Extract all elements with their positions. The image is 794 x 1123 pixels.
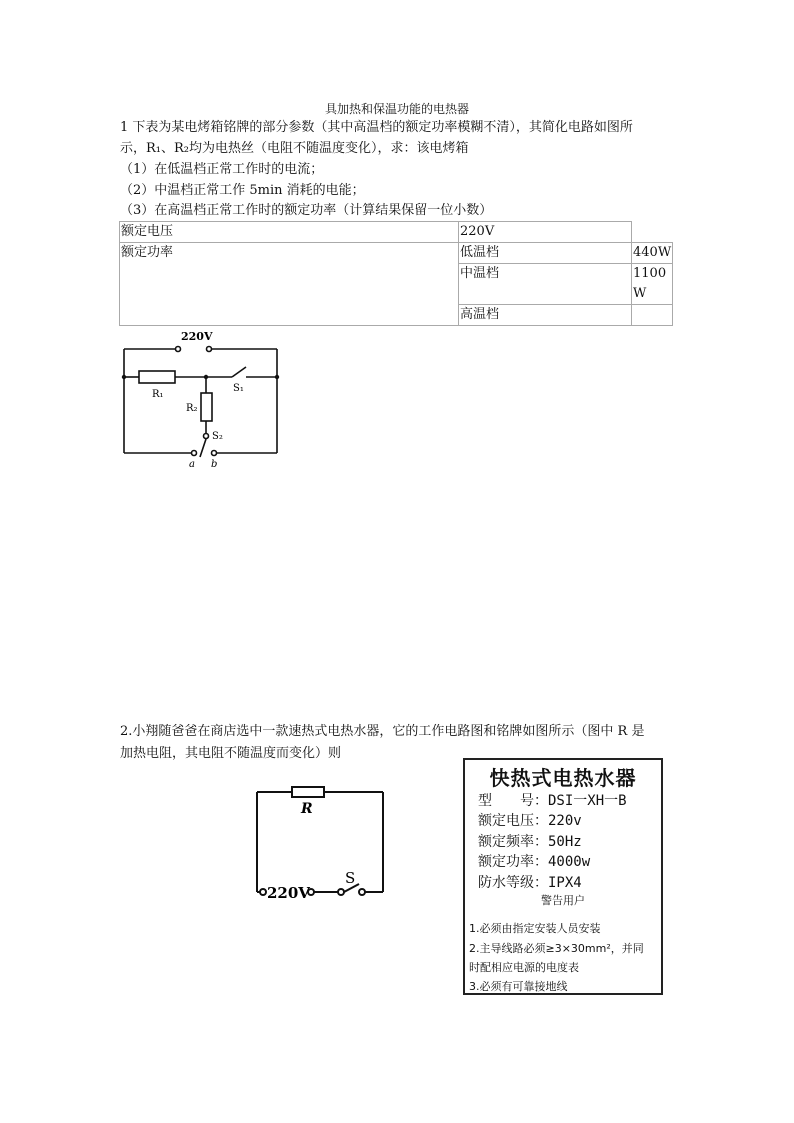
nameplate-title: 快热式电热水器 [489, 766, 637, 790]
water-heater-nameplate [463, 758, 663, 995]
q1-line1: 1 下表为某电烤箱铭牌的部分参数（其中高温档的额定功率模糊不清），其简化电路如图所 [120, 120, 633, 135]
high-gear-label: 高温档 [459, 305, 632, 326]
q1-sub3: （3）在高温档正常工作时的额定功率（计算结果保留一位小数） [120, 203, 493, 218]
mid-gear-label: 中温档 [459, 264, 632, 305]
circuit2-voltage-label: 220V [267, 884, 310, 902]
circuit2-r-label: R [301, 801, 313, 817]
circuit2-s-label: S [345, 869, 356, 887]
circuit1-b-label: b [211, 459, 218, 470]
q2-line1: 2.小翔随爸爸在商店选中一款速热式电热水器，它的工作电路图和铭牌如图所示（图中 R 是 [120, 724, 645, 739]
rated-voltage-value: 220V [459, 222, 632, 243]
circuit1-s2-label: S₂ [212, 431, 223, 442]
q1-line2: 示，R₁、R₂均为电热丝（电阻不随温度变化），求：该电烤箱 [120, 141, 469, 156]
rated-voltage-label: 额定电压 [120, 222, 459, 243]
spec-table [119, 221, 673, 326]
nameplate-model: 型 号：DSI一XH一B [478, 793, 627, 809]
nameplate-power: 额定功率：4000w [478, 854, 591, 870]
q1-sub2: （2）中温档正常工作 5min 消耗的电能； [120, 183, 365, 198]
rated-power-label: 额定功率 [120, 243, 459, 326]
low-gear-label: 低温档 [459, 243, 632, 264]
nameplate-waterproof: 防水等级：IPX4 [478, 875, 582, 891]
circuit1-r2-label: R₂ [186, 403, 198, 414]
circuit1-s1-label: S₁ [233, 383, 244, 394]
circuit-diagram-1 [115, 325, 290, 475]
page-title: 具加热和保温功能的电热器 [324, 102, 469, 116]
circuit-diagram-2 [250, 780, 410, 910]
nameplate-note-1: 1.必须由指定安装人员安装 [469, 922, 601, 935]
circuit1-r1-label: R₁ [152, 389, 164, 400]
nameplate-note-2b: 时配相应电源的电度表 [469, 961, 579, 974]
nameplate-note-2a: 2.主导线路必须≥3×30mm²，并同 [469, 942, 644, 955]
nameplate-voltage: 额定电压：220v [478, 813, 582, 829]
low-gear-value: 440W [632, 243, 673, 264]
nameplate-warning: 警告用户 [541, 894, 585, 907]
q1-sub1: （1）在低温档正常工作时的电流； [120, 162, 324, 177]
mid-gear-value: 1100 W [632, 264, 673, 305]
circuit1-voltage-label: 220V [181, 330, 213, 343]
high-gear-value [632, 305, 673, 326]
circuit1-a-label: a [189, 459, 195, 470]
table-row [120, 243, 673, 264]
table-row [120, 222, 673, 243]
nameplate-frequency: 额定频率：50Hz [478, 834, 582, 850]
nameplate-note-3: 3.必须有可靠接地线 [469, 980, 568, 993]
q2-line2: 加热电阻，其电阻不随温度而变化）则 [120, 746, 342, 761]
